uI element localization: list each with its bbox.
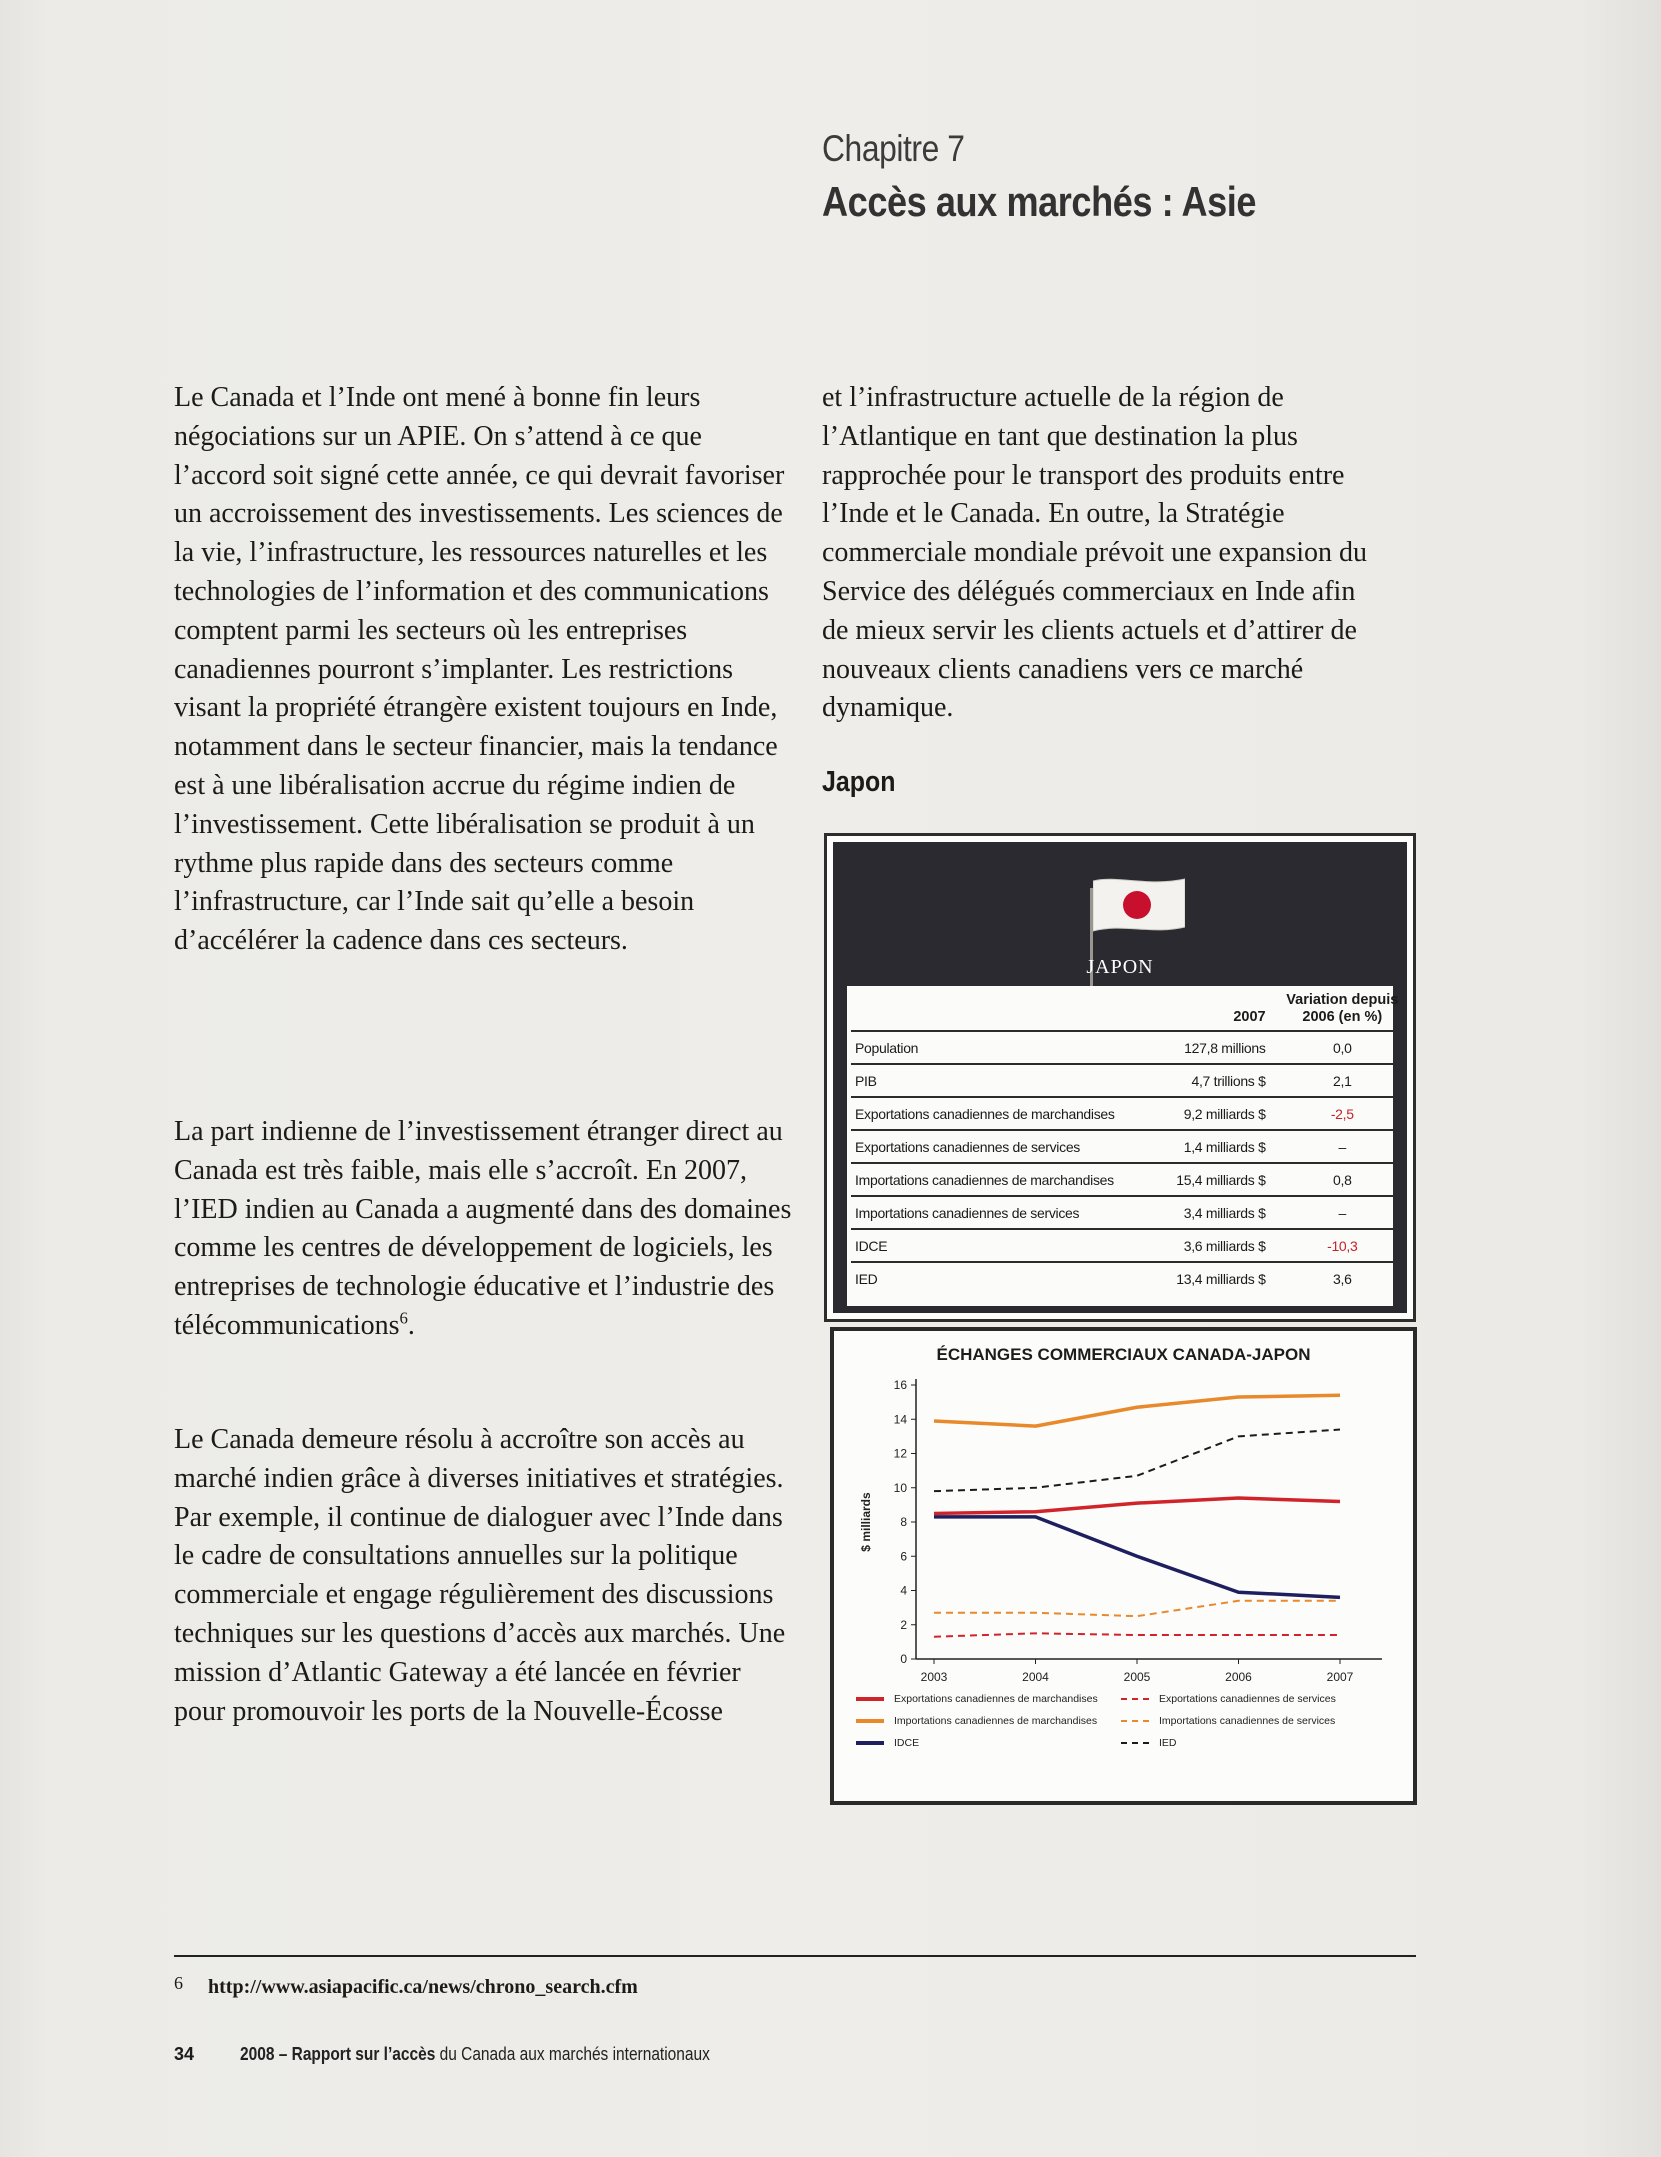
footnote-rule — [174, 1955, 1416, 1957]
x-tick-label: 2003 — [920, 1670, 948, 1684]
series-line — [934, 1517, 1340, 1597]
stats-row-label: Importations canadiennes de services — [851, 1196, 1172, 1229]
stats-row-label: IED — [851, 1262, 1172, 1294]
stats-row — [851, 1163, 1399, 1196]
y-tick-label: 8 — [900, 1515, 907, 1529]
stats-row-label: Exportations canadiennes de marchandises — [851, 1097, 1172, 1130]
legend-label: Importations canadiennes de services — [1159, 1715, 1336, 1727]
stats-row-label: Population — [851, 1031, 1172, 1064]
stats-header-year: 2007 — [1233, 1009, 1266, 1025]
x-tick-label: 2004 — [1022, 1670, 1049, 1684]
running-footer-bold: 2008 – Rapport sur l’accès — [240, 2044, 436, 2064]
legend-label: Exportations canadiennes de services — [1159, 1693, 1336, 1705]
stats-row — [851, 1130, 1399, 1163]
footnote-ref[interactable]: 6 — [399, 1308, 408, 1328]
y-axis-label: $ milliards — [859, 1492, 873, 1552]
left-paragraph-2 — [174, 1113, 794, 1346]
y-tick-label: 16 — [893, 1378, 907, 1392]
left-paragraph-2-text: La part indienne de l’investissement étranger direct au Canada est très faible, mais elle s’accroît. En 2007, l’IED indien au Canada a augmenté dans des domaines comme les centres de développement de logiciels, les entreprises de technologie éducative et l’industrie des télécommunications — [174, 1116, 792, 1341]
legend-item — [1121, 1693, 1336, 1705]
x-tick-label: 2006 — [1225, 1670, 1252, 1684]
stats-row-label: Importations canadiennes de marchandises — [851, 1163, 1172, 1196]
stats-row-value: 3,4 milliards $ — [1172, 1196, 1285, 1229]
legend-item — [856, 1693, 1098, 1705]
series-line — [934, 1601, 1340, 1616]
y-tick-label: 2 — [900, 1617, 907, 1632]
stats-row-value: 13,4 milliards $ — [1172, 1262, 1285, 1294]
chapter-title: Accès aux marchés : Asie — [822, 178, 1257, 225]
legend-item — [856, 1715, 1097, 1727]
country-stats-table — [851, 992, 1399, 1294]
stats-row-value: 3,6 milliards $ — [1172, 1229, 1285, 1262]
stats-header-label — [851, 992, 1172, 1031]
stats-row-value: 9,2 milliards $ — [1172, 1097, 1285, 1130]
page-number: 34 — [174, 2044, 195, 2064]
japan-flag-icon — [1093, 877, 1185, 933]
x-tick-label: 2005 — [1123, 1670, 1151, 1684]
stats-row-change: -2,5 — [1286, 1097, 1399, 1130]
stats-row-change: 2,1 — [1286, 1064, 1399, 1097]
right-paragraph-1: et l’infrastructure actuelle de la région de l’Atlantique en tant que destination la plus rapprochée pour le transport des produits entre l’Inde et le Canada. En outre, la Stratégie commerciale mondiale prévoit une expansion du Service des délégués commerciaux en Inde afin de mieux servir les clients actuels et d’attirer de nouveaux clients canadiens vers ce marché dynamique. — [822, 382, 1368, 724]
stats-row — [851, 1031, 1399, 1064]
country-name: JAPON — [1086, 956, 1154, 978]
footnote-number: 6 — [174, 1973, 183, 1993]
stats-row-change: -10,3 — [1286, 1229, 1399, 1262]
stats-row — [851, 1097, 1399, 1130]
legend-swatch — [856, 1719, 884, 1723]
legend-item — [1121, 1715, 1335, 1727]
stats-row — [851, 1196, 1399, 1229]
legend-swatch — [856, 1741, 884, 1745]
legend-item — [1121, 1737, 1177, 1749]
y-tick-label: 10 — [893, 1480, 907, 1495]
chapter-label: Chapitre 7 — [822, 128, 965, 169]
legend-swatch — [856, 1697, 884, 1701]
left-paragraph-3: Le Canada demeure résolu à accroître son accès au marché indien grâce à diverses initiatives et stratégies. Par exemple, il continue de dialoguer avec l’Inde dans le cadre de consultations annuelles sur la politique commerciale et engage régulièrement des discussions techniques sur les questions d’accès aux marchés. Une mission d’Atlantic Gateway a été lancée en février pour promouvoir les ports de la Nouvelle-Écosse — [174, 1424, 786, 1727]
stats-row — [851, 1229, 1399, 1262]
x-tick-label: 2007 — [1326, 1670, 1354, 1684]
stats-row — [851, 1064, 1399, 1097]
stats-row-change: – — [1286, 1196, 1399, 1229]
stats-row-value: 1,4 milliards $ — [1172, 1130, 1285, 1163]
legend-swatch — [1121, 1720, 1149, 1722]
trade-line-chart — [834, 1331, 1413, 1801]
stats-row-label: Exportations canadiennes de services — [851, 1130, 1172, 1163]
stats-row-change: 0,0 — [1286, 1031, 1399, 1064]
y-tick-label: 6 — [900, 1549, 907, 1564]
legend-label: IDCE — [894, 1737, 920, 1749]
trade-chart-box — [830, 1327, 1417, 1805]
stats-table-panel — [847, 986, 1399, 1306]
legend-swatch — [1121, 1742, 1149, 1744]
y-tick-label: 4 — [900, 1583, 907, 1598]
stats-row-label: IDCE — [851, 1229, 1172, 1262]
stats-row-change: 3,6 — [1286, 1262, 1399, 1294]
stats-row-change: – — [1286, 1130, 1399, 1163]
stats-header-row — [851, 992, 1399, 1031]
legend-swatch — [1121, 1698, 1149, 1700]
stats-row-value: 127,8 millions — [1172, 1031, 1285, 1064]
y-tick-label: 12 — [893, 1446, 907, 1461]
y-tick-label: 14 — [893, 1412, 907, 1427]
stats-header-change: Variation depuis 2006 (en %) — [1286, 992, 1399, 1025]
stats-row-value: 4,7 trillions $ — [1172, 1064, 1285, 1097]
legend-label: Importations canadiennes de marchandises — [894, 1715, 1098, 1727]
stats-row — [851, 1262, 1399, 1294]
stats-row-change: 0,8 — [1286, 1163, 1399, 1196]
legend-label: Exportations canadiennes de marchandises — [894, 1693, 1098, 1705]
y-tick-label: 0 — [900, 1652, 907, 1666]
footnote-url[interactable]: http://www.asiapacific.ca/news/chrono_search.cfm — [208, 1976, 638, 1998]
country-fact-box — [824, 833, 1416, 1322]
stats-row-value: 15,4 milliards $ — [1172, 1163, 1285, 1196]
stats-row-label: PIB — [851, 1064, 1172, 1097]
chart-title: ÉCHANGES COMMERCIAUX CANADA-JAPON — [936, 1345, 1311, 1364]
series-line — [934, 1430, 1340, 1492]
series-line — [934, 1395, 1340, 1426]
country-fact-box-background — [833, 842, 1407, 1313]
running-footer — [240, 2044, 710, 2065]
left-paragraph-1: Le Canada et l’Inde ont mené à bonne fin leurs négociations sur un APIE. On s’attend à ce que l’accord soit signé cette année, ce qui devrait favoriser un accroissement des investissements. Les sciences de la vie, l’infrastructure, les ressources naturelles et les technologies de l’information et des communications comptent parmi les secteurs où les entreprises canadiennes pourront s’implanter. Les restrictions visant la propriété étrangère existent toujours en Inde, notamment dans le secteur financier, mais la tendance est à une libéralisation accrue du régime indien de l’investissement. Cette libéralisation se produit à un rythme plus rapide dans des secteurs comme l’infrastructure, car l’Inde sait qu’elle a besoin d’accélérer la cadence dans ces secteurs. — [174, 382, 785, 957]
section-heading-japon: Japon — [822, 766, 896, 798]
running-footer-plain: du Canada aux marchés internationaux — [435, 2044, 710, 2064]
legend-item — [856, 1737, 919, 1749]
left-paragraph-2-end: . — [407, 1309, 415, 1341]
legend-label: IED — [1159, 1737, 1177, 1749]
series-line — [934, 1498, 1340, 1513]
